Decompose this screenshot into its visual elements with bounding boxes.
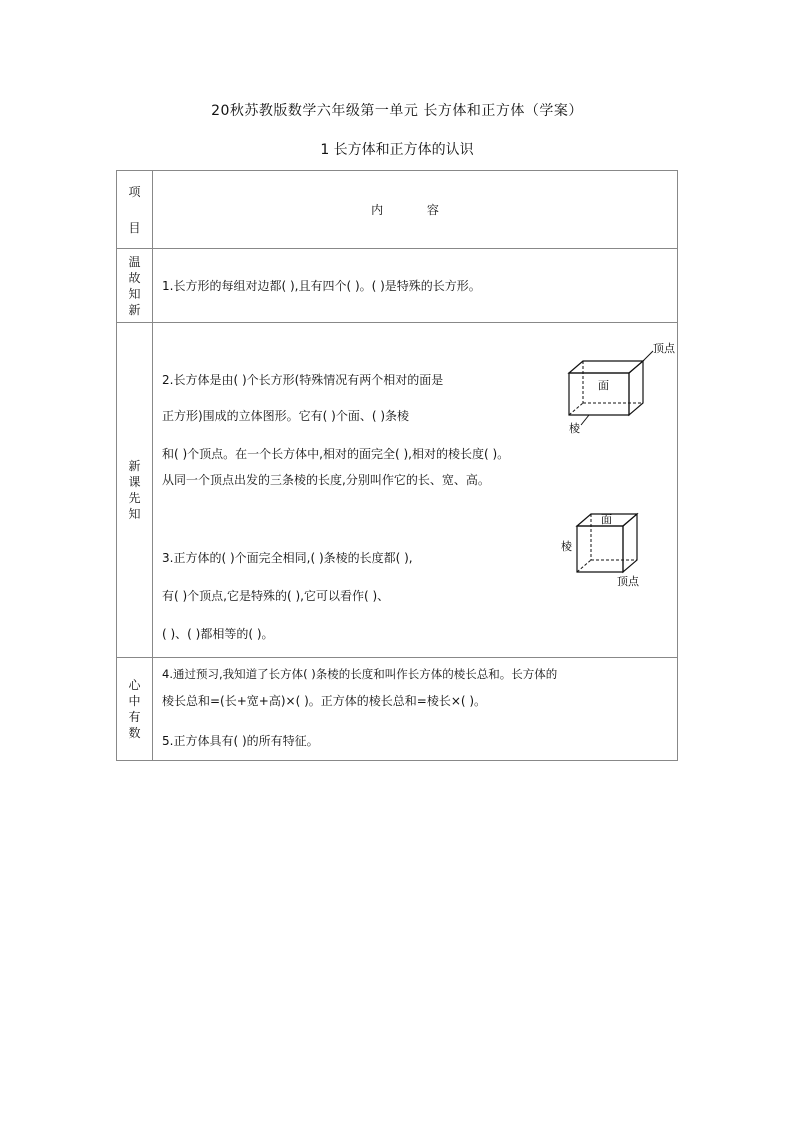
cube-face-label: 面 xyxy=(601,513,612,526)
new-knowledge-row xyxy=(117,323,678,658)
mind-content-cell xyxy=(153,658,678,761)
mind-label-char: 有 xyxy=(128,710,141,724)
review-label-char: 知 xyxy=(128,286,141,301)
mind-row xyxy=(117,658,678,761)
cuboid-face-label: 面 xyxy=(598,379,609,392)
header-label-cell xyxy=(117,171,153,249)
header-label-top: 项 xyxy=(128,184,141,199)
question-2-line-4: 从同一个顶点出发的三条棱的长度,分别叫作它的长、宽、高。 xyxy=(162,473,490,487)
document-title: 20秋苏教版数学六年级第一单元 长方体和正方体（学案） xyxy=(211,103,583,119)
review-label-char: 新 xyxy=(128,302,141,317)
question-5: 5.正方体具有( )的所有特征。 xyxy=(162,734,319,748)
header-content-cell: 内 容 xyxy=(153,171,678,249)
new-label-char: 新 xyxy=(128,459,141,473)
question-3-line-1: 3.正方体的( )个面完全相同,( )条棱的长度都( ), xyxy=(162,551,413,565)
cube-vertex-label: 顶点 xyxy=(617,575,639,588)
mind-label-char: 数 xyxy=(128,726,141,740)
question-2-line-3: 和( )个顶点。在一个长方体中,相对的面完全( ),相对的棱长度( )。 xyxy=(162,447,510,461)
review-label-cell xyxy=(117,249,153,323)
new-label-char: 知 xyxy=(128,507,141,521)
new-label-char: 课 xyxy=(128,475,141,489)
question-2-line-1: 2.长方体是由( )个长方形(特殊情况有两个相对的面是 xyxy=(162,373,444,387)
cuboid-edge-label: 棱 xyxy=(569,422,580,435)
question-4-line-1: 4.通过预习,我知道了长方体( )条棱的长度和叫作长方体的棱长总和。长方体的 xyxy=(162,667,558,681)
new-label-cell xyxy=(117,323,153,658)
question-4-line-2: 棱长总和=(长+宽+高)×( )。正方体的棱长总和=棱长×( )。 xyxy=(162,694,487,708)
cube-edge-label: 棱 xyxy=(561,540,572,553)
mind-label-char: 心 xyxy=(128,678,141,692)
review-row xyxy=(117,249,678,323)
cuboid-figure xyxy=(549,342,675,435)
question-1: 1.长方形的每组对边都( ),且有四个( )。( )是特殊的长方形。 xyxy=(162,279,481,293)
question-3-line-3: ( )、( )都相等的( )。 xyxy=(162,627,274,641)
cuboid-vertex-label: 顶点 xyxy=(653,342,675,355)
new-content-cell xyxy=(153,323,678,658)
review-label-char: 温 xyxy=(128,254,141,269)
cube-figure xyxy=(561,506,671,591)
study-sheet-table xyxy=(116,170,678,761)
question-3-line-2: 有( )个顶点,它是特殊的( ),它可以看作( )、 xyxy=(162,589,390,603)
new-label-char: 先 xyxy=(128,491,141,505)
review-content-cell xyxy=(153,249,678,323)
table-header-row xyxy=(117,171,678,249)
mind-label-char: 中 xyxy=(128,694,141,708)
header-label-bottom: 目 xyxy=(128,220,141,235)
review-label-char: 故 xyxy=(128,270,141,285)
question-2-line-2: 正方形)围成的立体图形。它有( )个面、( )条棱 xyxy=(162,409,410,423)
lesson-subtitle: 1 长方体和正方体的认识 xyxy=(320,142,474,158)
mind-label-cell xyxy=(117,658,153,761)
